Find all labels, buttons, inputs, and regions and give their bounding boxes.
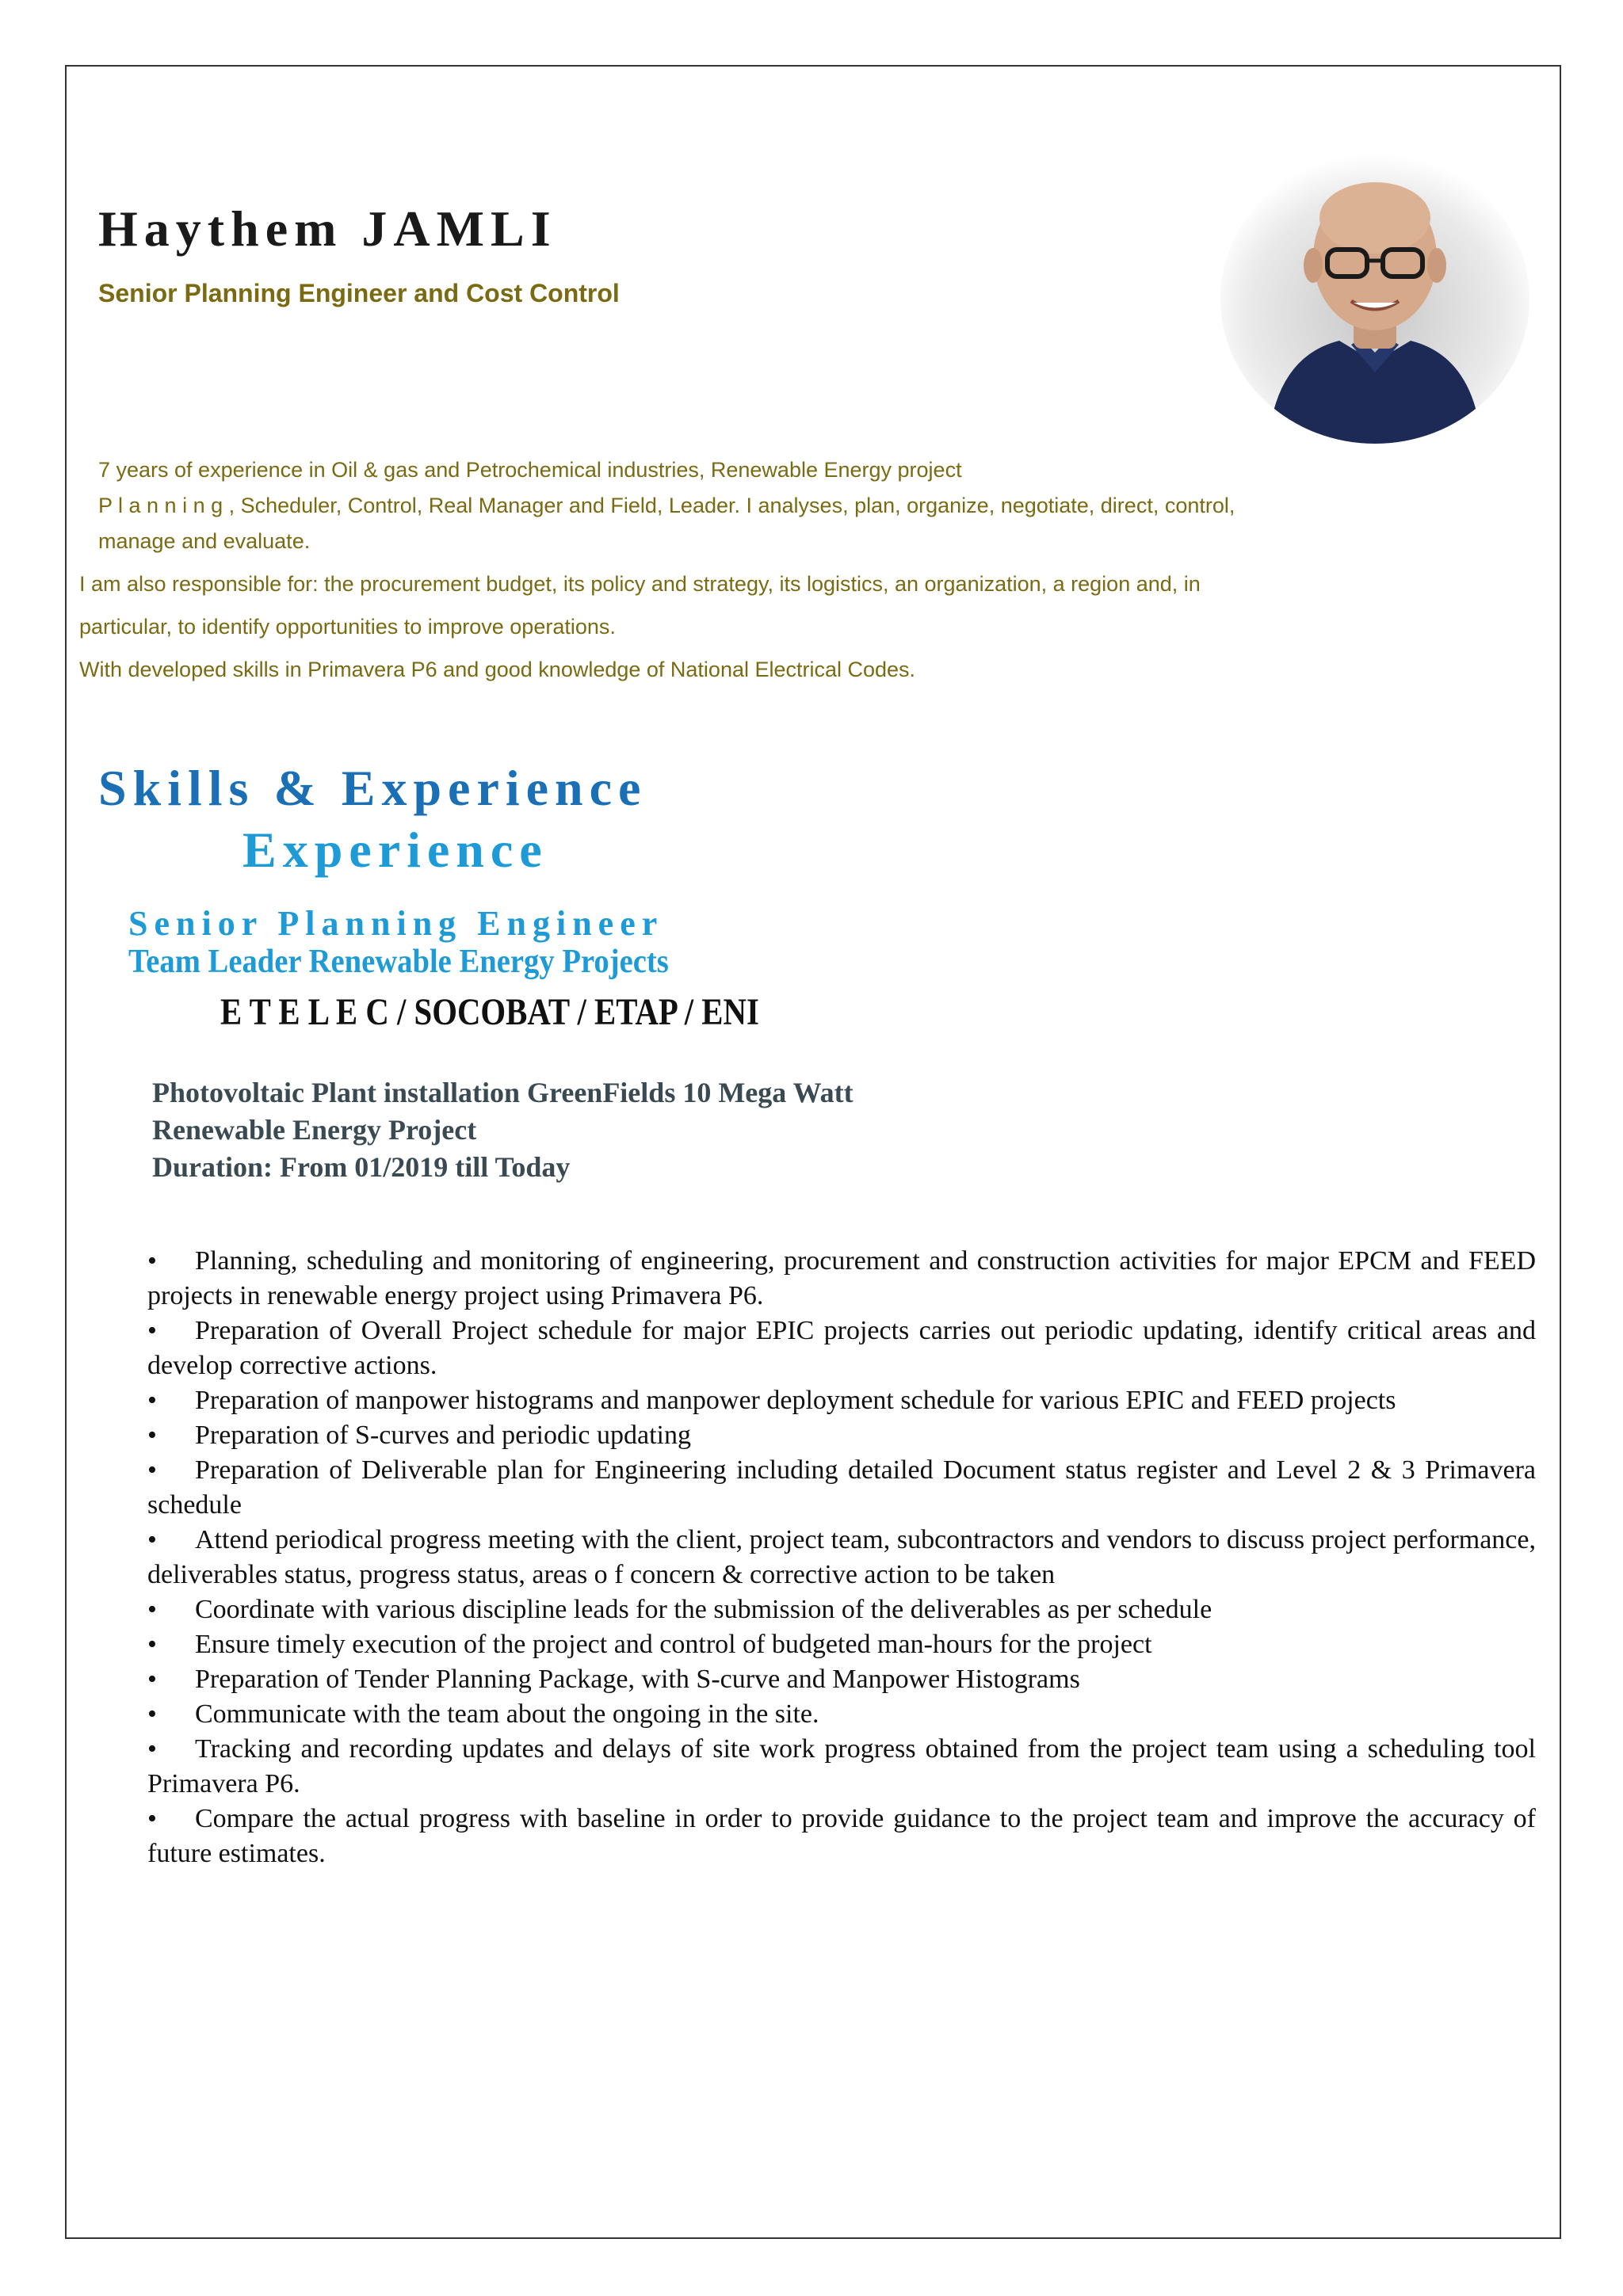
project-type: Renewable Energy Project [152,1114,477,1146]
bullet-icon: • [147,1699,157,1729]
list-item: • Compare the actual progress with baseline in order to provide guidance to the project team and improve the accuracy of future estimates. [147,1802,1536,1871]
summary-line-5: particular, to identify opportunities to improve operations. [79,615,616,639]
list-item: • Tracking and recording updates and delays of site work progress obtained from the project team using a scheduling tool Primavera P6. [147,1732,1536,1802]
role-title: Senior Planning Engineer [128,904,664,943]
profile-photo [1220,154,1529,444]
list-item: • Communicate with the team about the ongoing in the site. [147,1697,1536,1732]
responsibilities-list [147,1244,1536,1871]
summary-line-2: P l a n n i n g , Scheduler, Control, Real Manager and Field, Leader. I analyses, plan, organize, negotiate, direct, control, [98,494,1235,517]
list-item: • Preparation of manpower histograms and manpower deployment schedule for various EPIC and FEED projects [147,1383,1536,1418]
list-item: • Planning, scheduling and monitoring of engineering, procurement and construction activities for major EPCM and FEED projects in renewable energy project using Primavera P6. [147,1244,1536,1314]
list-item: • Preparation of S-curves and periodic updating [147,1418,1536,1453]
bullet-icon: • [147,1734,157,1764]
bullet-icon: • [147,1804,157,1833]
bullet-icon: • [147,1595,157,1624]
bullet-icon: • [147,1246,157,1276]
person-avatar-icon [1220,154,1529,444]
summary-line-3: manage and evaluate. [98,529,311,553]
project-duration: Duration: From 01/2019 till Today [152,1151,571,1183]
summary-line-6: With developed skills in Primavera P6 and good knowledge of National Electrical Codes. [79,658,916,681]
experience-heading: Experience [242,822,548,878]
role-subtitle: Team Leader Renewable Energy Projects [128,944,669,980]
bullet-icon: • [147,1665,157,1694]
companies: E T E L E C / SOCOBAT / ETAP / ENI [220,991,759,1033]
list-item: • Coordinate with various discipline leads for the submission of the deliverables as per schedule [147,1592,1536,1627]
bullet-icon: • [147,1386,157,1415]
list-item: • Preparation of Deliverable plan for Engineering including detailed Document status register and Level 2 & 3 Primavera schedule [147,1453,1536,1523]
list-item: • Ensure timely execution of the project and control of budgeted man-hours for the project [147,1627,1536,1662]
bullet-icon: • [147,1421,157,1450]
job-title: Senior Planning Engineer and Cost Control [98,279,620,307]
bullet-icon: • [147,1525,157,1554]
project-name: Photovoltaic Plant installation GreenFields 10 Mega Watt [152,1077,854,1108]
bullet-icon: • [147,1455,157,1485]
list-item: • Preparation of Tender Planning Package, with S-curve and Manpower Histograms [147,1662,1536,1697]
skills-heading: Skills & Experience [98,760,647,816]
summary-line-4: I am also responsible for: the procurement budget, its policy and strategy, its logistics, an organization, a region and, in [79,572,1201,596]
bullet-icon: • [147,1630,157,1659]
summary-line-1: 7 years of experience in Oil & gas and Petrochemical industries, Renewable Energy project [98,458,962,482]
list-item: • Preparation of Overall Project schedule for major EPIC projects carries out periodic updating, identify critical areas and develop corrective actions. [147,1314,1536,1383]
bullet-icon: • [147,1316,157,1345]
list-item: • Attend periodical progress meeting with the client, project team, subcontractors and vendors to discuss project performance, deliverables status, progress status, areas o f concern & corrective action to be taken [147,1523,1536,1592]
candidate-name: Haythem JAMLI [98,200,557,257]
